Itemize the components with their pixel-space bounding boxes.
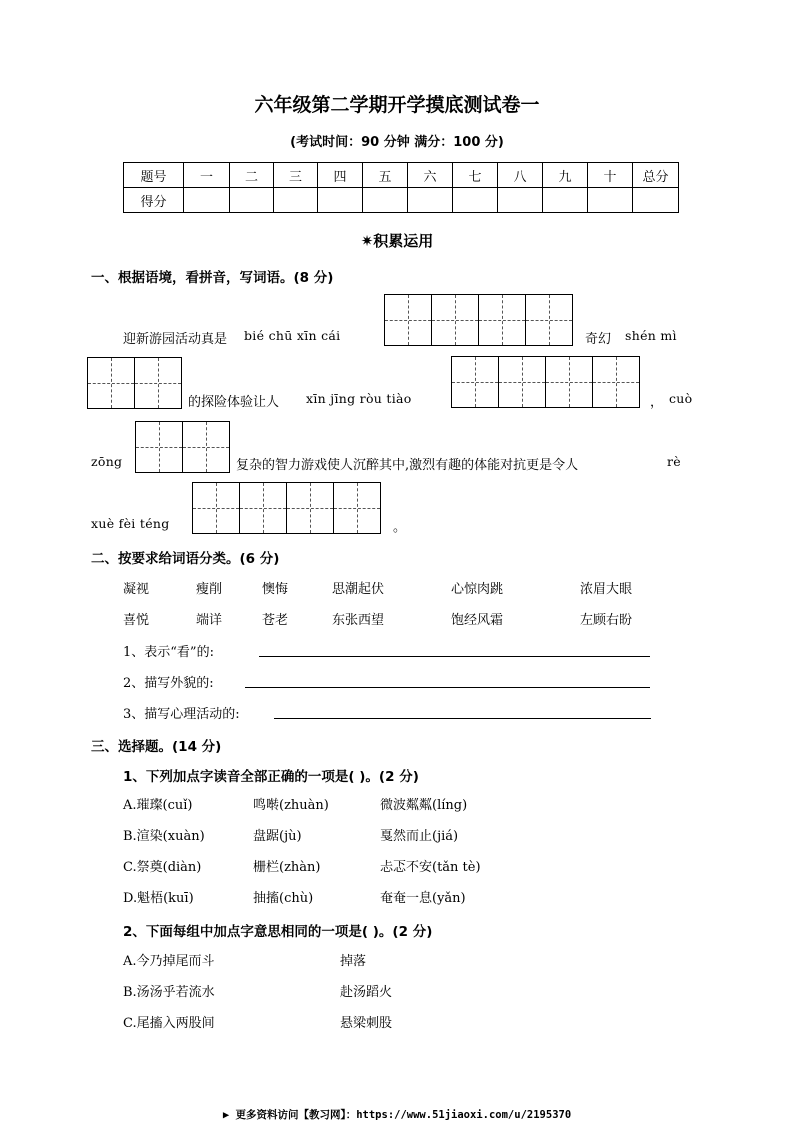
char-box[interactable] [545, 356, 593, 408]
answer-boxes-3[interactable] [451, 356, 639, 408]
score-input-cell[interactable] [408, 188, 453, 213]
q3-sub1: 1、下列加点字读音全部正确的一项是( )。(2 分) [123, 769, 419, 785]
char-box[interactable] [239, 482, 287, 534]
page-title: 六年级第二学期开学摸底测试卷一 [254, 94, 540, 116]
answer-boxes-4[interactable] [135, 421, 229, 473]
score-row-label: 得分 [124, 188, 184, 213]
option-B-2: 盘踞(jù) [253, 829, 302, 844]
q1-after1: 奇幻 [585, 332, 612, 347]
q3-sub2: 2、下面每组中加点字意思相同的一项是( )。(2 分) [123, 924, 433, 940]
option-D-3: 奄奄一息(yǎn) [380, 891, 466, 906]
score-table [123, 162, 679, 213]
score-table-score-row [124, 188, 679, 213]
char-box[interactable] [182, 421, 230, 473]
word-item: 苍老 [262, 613, 289, 628]
word-item: 瘦削 [196, 582, 223, 597]
option2-C-1[interactable]: C.尾搐入两股间 [123, 1016, 215, 1031]
pinyin-5b: xuè fèi téng [91, 516, 170, 531]
score-input-cell[interactable] [363, 188, 408, 213]
pinyin-4a: cuò [669, 391, 693, 406]
score-header-cell: 二 [230, 163, 274, 188]
score-header-cell: 十 [588, 163, 633, 188]
score-header-cell: 四 [318, 163, 363, 188]
char-box[interactable] [498, 356, 546, 408]
option-B-1[interactable]: B.渲染(xuàn) [123, 829, 205, 844]
q1-heading: 一、根据语境，看拼音，写词语。(8 分) [91, 270, 334, 286]
q1-line1-text: 迎新游园活动真是 [123, 332, 228, 347]
word-item: 心惊肉跳 [451, 582, 504, 597]
score-input-cell[interactable] [498, 188, 543, 213]
score-input-cell[interactable] [543, 188, 588, 213]
char-box[interactable] [134, 357, 182, 409]
char-box[interactable] [286, 482, 334, 534]
classify-item-2: 2、描写外貌的: [123, 676, 214, 691]
score-header-cell: 六 [408, 163, 453, 188]
score-input-cell[interactable] [274, 188, 318, 213]
score-input-cell[interactable] [453, 188, 498, 213]
score-header-cell: 总分 [633, 163, 679, 188]
option2-C-2: 悬梁刺股 [340, 1016, 393, 1031]
pinyin-1: bié chū xīn cái [244, 328, 341, 343]
char-box[interactable] [431, 294, 479, 346]
option2-A-2: 掉落 [340, 954, 367, 969]
option-B-3: 戛然而止(jiá) [380, 829, 459, 844]
char-box[interactable] [451, 356, 499, 408]
q2-heading: 二、按要求给词语分类。(6 分) [91, 551, 280, 567]
option-C-3: 忐忑不安(tǎn tè) [380, 860, 481, 875]
word-item: 凝视 [123, 582, 150, 597]
word-item: 喜悦 [123, 613, 150, 628]
answer-boxes-1[interactable] [384, 294, 572, 346]
score-header-cell: 五 [363, 163, 408, 188]
exam-info: (考试时间：90 分钟 满分：100 分) [290, 135, 504, 150]
word-item: 浓眉大眼 [580, 582, 633, 597]
score-table-header-row [124, 163, 679, 188]
classify-item-3: 3、描写心理活动的: [123, 707, 240, 722]
footer-link[interactable]: ▶ 更多资料访问【教习网】：https://www.51jiaoxi.com/u/2195370 [222, 1109, 572, 1121]
option2-A-1[interactable]: A.今乃掉尾而斗 [123, 954, 215, 969]
option-C-2: 栅栏(zhàn) [253, 860, 321, 875]
option-A-3: 微波粼粼(líng) [380, 798, 468, 813]
section-title: ✷积累运用 [360, 232, 434, 250]
answer-line-2[interactable] [245, 687, 650, 688]
pinyin-4b: zōng [91, 454, 123, 469]
pinyin-3: xīn jīng ròu tiào [306, 391, 412, 406]
char-box[interactable] [333, 482, 381, 534]
score-header-cell: 七 [453, 163, 498, 188]
option-A-1[interactable]: A.璀璨(cuǐ) [123, 798, 193, 813]
option-C-1[interactable]: C.祭奠(diàn) [123, 860, 202, 875]
q1-line3-text: 复杂的智力游戏使人沉醉其中,激烈有趣的体能对抗更是令人 [236, 458, 579, 473]
score-input-cell[interactable] [184, 188, 230, 213]
q3-heading: 三、选择题。(14 分) [91, 739, 222, 755]
word-item: 左顾右盼 [580, 613, 633, 628]
score-input-cell[interactable] [318, 188, 363, 213]
answer-boxes-2[interactable] [87, 357, 181, 409]
score-input-cell[interactable] [588, 188, 633, 213]
score-header-cell: 一 [184, 163, 230, 188]
pinyin-2: shén mì [625, 328, 677, 343]
char-box[interactable] [135, 421, 183, 473]
word-item: 思潮起伏 [332, 582, 385, 597]
option2-B-1[interactable]: B.汤汤乎若流水 [123, 985, 215, 1000]
char-box[interactable] [192, 482, 240, 534]
q1-line2-text: 的探险体验让人 [188, 395, 280, 410]
answer-line-1[interactable] [259, 656, 650, 657]
option-D-2: 抽搐(chù) [253, 891, 314, 906]
period: 。 [393, 520, 407, 535]
score-header-cell: 八 [498, 163, 543, 188]
word-item: 端详 [196, 613, 223, 628]
char-box[interactable] [592, 356, 640, 408]
answer-line-3[interactable] [274, 718, 651, 719]
score-input-cell[interactable] [633, 188, 679, 213]
answer-boxes-5[interactable] [192, 482, 380, 534]
option2-B-2: 赴汤蹈火 [340, 985, 393, 1000]
word-item: 饱经风霜 [451, 613, 504, 628]
comma: ， [650, 395, 664, 410]
option-D-1[interactable]: D.魁梧(kuī) [123, 891, 194, 906]
score-header-cell: 九 [543, 163, 588, 188]
char-box[interactable] [525, 294, 573, 346]
char-box[interactable] [384, 294, 432, 346]
option-A-2: 鸣啭(zhuàn) [253, 798, 329, 813]
char-box[interactable] [478, 294, 526, 346]
pinyin-5a: rè [667, 454, 681, 469]
word-item: 东张西望 [332, 613, 385, 628]
score-input-cell[interactable] [230, 188, 274, 213]
score-header-cell: 三 [274, 163, 318, 188]
char-box[interactable] [87, 357, 135, 409]
word-item: 懊悔 [262, 582, 289, 597]
score-header-cell: 题号 [124, 163, 184, 188]
classify-item-1: 1、表示“看”的: [123, 645, 214, 660]
